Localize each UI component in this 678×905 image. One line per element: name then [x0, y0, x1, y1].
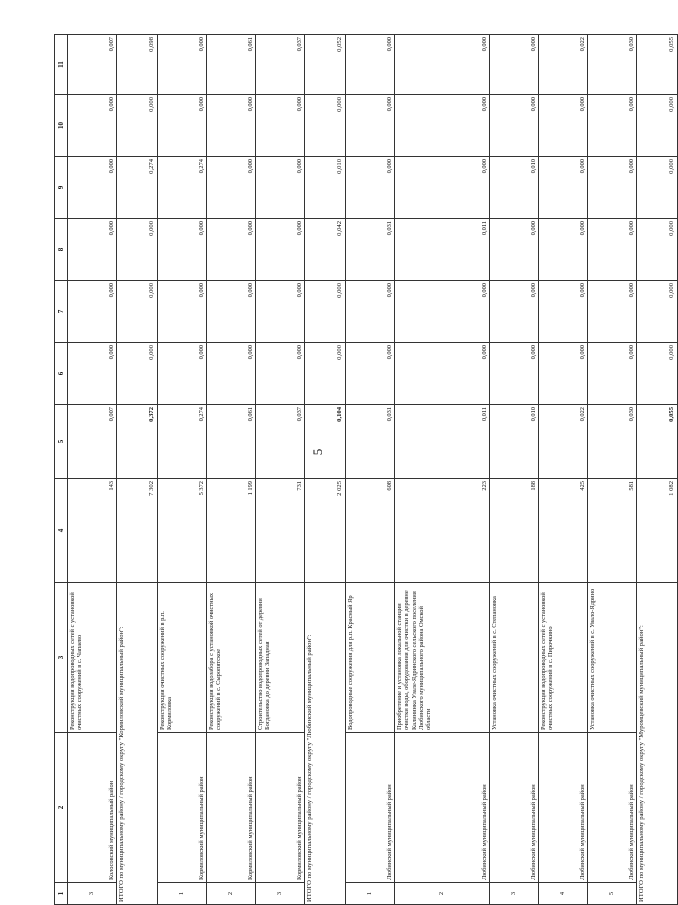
value-cell-c6: 0,000	[68, 343, 117, 405]
value-cell-c7: 0,000	[539, 281, 588, 343]
value-cell-c11: 0,030	[588, 35, 637, 95]
value-cell-c10: 0,000	[207, 95, 256, 157]
value-cell-c10: 0,000	[539, 95, 588, 157]
value-cell-c10: 0,000	[346, 95, 395, 157]
project-cell: Водопроводные сооружения для р.п. Красный Яр	[346, 583, 395, 733]
district-cell: Любинский муниципальный район	[346, 733, 395, 883]
row-index-cell: 3	[256, 883, 305, 905]
value-cell-c4: 581	[588, 479, 637, 583]
total-cell-c7: 0,000	[305, 281, 346, 343]
total-cell-c4: 7 302	[117, 479, 158, 583]
page-number: 5	[310, 448, 325, 456]
col-header: 3	[55, 583, 68, 733]
value-cell-c9: 0,000	[207, 157, 256, 219]
district-cell: Кормиловский муниципальный район	[207, 733, 256, 883]
total-cell-c8: 0,042	[305, 219, 346, 281]
value-cell-c6: 0,000	[588, 343, 637, 405]
value-cell-c9: 0,000	[346, 157, 395, 219]
total-cell-c8: 0,000	[117, 219, 158, 281]
value-cell-c6: 0,000	[395, 343, 490, 405]
project-cell: Реконструкция очистных сооружений в р.п. Кормиловка	[158, 583, 207, 733]
value-cell-c4: 143	[68, 479, 117, 583]
value-cell-c5: 0,010	[490, 405, 539, 479]
value-cell-c9: 0,010	[490, 157, 539, 219]
row-index-cell: 1	[158, 883, 207, 905]
col-header: 1	[55, 883, 68, 905]
row-index-cell: 3	[490, 883, 539, 905]
total-row	[305, 35, 346, 905]
value-cell-c10: 0,000	[490, 95, 539, 157]
col-header: 8	[55, 219, 68, 281]
table-row	[68, 35, 117, 905]
row-index-cell: 2	[207, 883, 256, 905]
total-label: ИТОГО по муниципальному району / городскому округу "Кормиловский муниципальный район":	[117, 583, 158, 905]
table-body	[68, 35, 678, 905]
project-cell: Реконструкция водопроводных сетей с установкой очистных сооружений в с. Чапаево	[68, 583, 117, 733]
total-cell-c11: 0,055	[637, 35, 678, 95]
row-index-cell: 5	[588, 883, 637, 905]
col-header: 10	[55, 95, 68, 157]
total-cell-c10: 0,000	[305, 95, 346, 157]
table-row	[490, 35, 539, 905]
value-cell-c4: 223	[395, 479, 490, 583]
table-row	[158, 35, 207, 905]
district-cell: Любинский муниципальный район	[395, 733, 490, 883]
total-row	[637, 35, 678, 905]
value-cell-c9: 0,000	[539, 157, 588, 219]
district-cell: Любинский муниципальный район	[539, 733, 588, 883]
district-cell: Кормиловский муниципальный район	[256, 733, 305, 883]
value-cell-c4: 608	[346, 479, 395, 583]
total-label: ИТОГО по муниципальному району / городскому округу "Любинский муниципальный район":	[305, 583, 346, 905]
value-cell-c5: 0,274	[158, 405, 207, 479]
project-cell: Приобретение и установка локальной станции очистки воды, оборудования для очистки в деревне Калининка Узале-Ядринского сельского поселения Любинского муниципального района Омской области	[395, 583, 490, 733]
header-row	[55, 35, 68, 905]
value-cell-c10: 0,000	[588, 95, 637, 157]
total-cell-c9: 0,000	[637, 157, 678, 219]
value-cell-c4: 731	[256, 479, 305, 583]
table-row	[256, 35, 305, 905]
data-table	[54, 34, 678, 905]
value-cell-c8: 0,000	[588, 219, 637, 281]
table-row	[207, 35, 256, 905]
value-cell-c7: 0,000	[490, 281, 539, 343]
value-cell-c9: 0,000	[395, 157, 490, 219]
value-cell-c5: 0,011	[395, 405, 490, 479]
value-cell-c6: 0,000	[207, 343, 256, 405]
col-header: 11	[55, 35, 68, 95]
total-cell-c10: 0,000	[637, 95, 678, 157]
table-row	[539, 35, 588, 905]
value-cell-c6: 0,000	[490, 343, 539, 405]
value-cell-c6: 0,000	[346, 343, 395, 405]
value-cell-c9: 0,000	[256, 157, 305, 219]
value-cell-c4: 425	[539, 479, 588, 583]
value-cell-c5: 0,037	[256, 405, 305, 479]
table-row	[395, 35, 490, 905]
col-header: 2	[55, 733, 68, 883]
value-cell-c8: 0,000	[490, 219, 539, 281]
value-cell-c4: 5 372	[158, 479, 207, 583]
value-cell-c8: 0,000	[158, 219, 207, 281]
total-cell-c6: 0,000	[117, 343, 158, 405]
value-cell-c5: 0,022	[539, 405, 588, 479]
total-row	[117, 35, 158, 905]
total-cell-c7: 0,000	[117, 281, 158, 343]
value-cell-c7: 0,000	[68, 281, 117, 343]
district-cell: Любинский муниципальный район	[490, 733, 539, 883]
value-cell-c7: 0,000	[207, 281, 256, 343]
total-cell-c7: 0,000	[637, 281, 678, 343]
rotated-table-container	[54, 35, 676, 905]
value-cell-c8: 0,000	[68, 219, 117, 281]
col-header: 5	[55, 405, 68, 479]
value-cell-c10: 0,000	[395, 95, 490, 157]
value-cell-c4: 1 199	[207, 479, 256, 583]
value-cell-c7: 0,000	[158, 281, 207, 343]
district-cell: Любинский муниципальный район	[588, 733, 637, 883]
row-index-cell: 2	[395, 883, 490, 905]
district-cell: Колосовский муниципальный район	[68, 733, 117, 883]
project-cell: Установка очистных сооружений в с. Увало-Ядрино	[588, 583, 637, 733]
total-cell-c11: 0,098	[117, 35, 158, 95]
value-cell-c11: 0,007	[68, 35, 117, 95]
total-cell-c5: 0,055	[637, 405, 678, 479]
value-cell-c5: 0,007	[68, 405, 117, 479]
total-cell-c5: 0,372	[117, 405, 158, 479]
value-cell-c11: 0,061	[207, 35, 256, 95]
total-cell-c4: 1 082	[637, 479, 678, 583]
col-header: 4	[55, 479, 68, 583]
value-cell-c11: 0,000	[395, 35, 490, 95]
value-cell-c8: 0,011	[395, 219, 490, 281]
total-cell-c9: 0,010	[305, 157, 346, 219]
total-cell-c6: 0,000	[305, 343, 346, 405]
value-cell-c7: 0,000	[395, 281, 490, 343]
total-cell-c8: 0,000	[637, 219, 678, 281]
value-cell-c7: 0,000	[346, 281, 395, 343]
value-cell-c9: 0,000	[68, 157, 117, 219]
col-header: 7	[55, 281, 68, 343]
total-cell-c9: 0,274	[117, 157, 158, 219]
value-cell-c8: 0,031	[346, 219, 395, 281]
total-cell-c6: 0,000	[637, 343, 678, 405]
total-label: ИТОГО по муниципальному району / городскому округу "Муромцевский муниципальный район":	[637, 583, 678, 905]
col-header: 9	[55, 157, 68, 219]
value-cell-c8: 0,000	[539, 219, 588, 281]
value-cell-c9: 0,000	[588, 157, 637, 219]
total-cell-c4: 2 025	[305, 479, 346, 583]
col-header: 6	[55, 343, 68, 405]
value-cell-c10: 0,000	[256, 95, 305, 157]
project-cell: Установка очистных сооружений в с. Степановка	[490, 583, 539, 733]
value-cell-c5: 0,061	[207, 405, 256, 479]
value-cell-c11: 0,000	[490, 35, 539, 95]
row-index-cell: 4	[539, 883, 588, 905]
value-cell-c11: 0,000	[346, 35, 395, 95]
row-index-cell: 3	[68, 883, 117, 905]
value-cell-c6: 0,000	[158, 343, 207, 405]
value-cell-c4: 188	[490, 479, 539, 583]
value-cell-c7: 0,000	[588, 281, 637, 343]
table-row	[346, 35, 395, 905]
value-cell-c11: 0,022	[539, 35, 588, 95]
project-cell: Реконструкция водозабора с установкой очистных сооружений в с. Сыропятское	[207, 583, 256, 733]
total-cell-c5: 0,104	[305, 405, 346, 479]
value-cell-c10: 0,000	[158, 95, 207, 157]
total-cell-c10: 0,000	[117, 95, 158, 157]
project-cell: Реконструкция водопроводных сетей с установкой очистных сооружений в с. Пирочкино	[539, 583, 588, 733]
value-cell-c5: 0,031	[346, 405, 395, 479]
value-cell-c6: 0,000	[539, 343, 588, 405]
value-cell-c6: 0,000	[256, 343, 305, 405]
table-row	[588, 35, 637, 905]
row-index-cell: 1	[346, 883, 395, 905]
project-cell: Строительство водопроводных сетей от деревни Богдановка до деревни Западная	[256, 583, 305, 733]
total-cell-c11: 0,052	[305, 35, 346, 95]
value-cell-c5: 0,030	[588, 405, 637, 479]
value-cell-c9: 0,274	[158, 157, 207, 219]
value-cell-c11: 0,000	[158, 35, 207, 95]
value-cell-c8: 0,000	[207, 219, 256, 281]
district-cell: Кормиловский муниципальный район	[158, 733, 207, 883]
value-cell-c11: 0,037	[256, 35, 305, 95]
value-cell-c10: 0,000	[68, 95, 117, 157]
value-cell-c7: 0,000	[256, 281, 305, 343]
value-cell-c8: 0,000	[256, 219, 305, 281]
